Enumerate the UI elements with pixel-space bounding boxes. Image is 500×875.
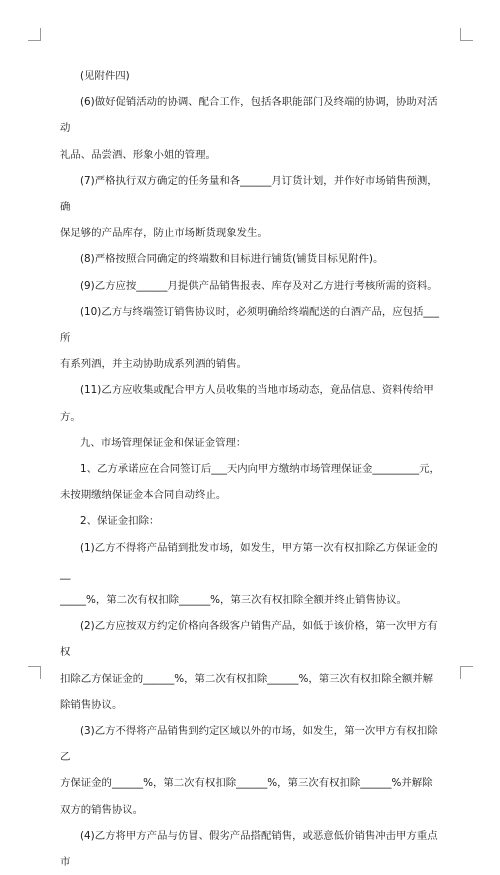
section-heading-9 xyxy=(60,430,446,456)
text-line: (2)乙方应按双方约定价格向各级客户销售产品，如低于该价格，第一次甲方有权 xyxy=(60,620,438,659)
paragraph-attachment-ref xyxy=(60,63,446,89)
paragraph-clause-6 xyxy=(60,89,446,168)
text-line: (6)做好促销活动的协调、配合工作，包括各职能部门及终端的协调，协助对活动 xyxy=(60,96,438,135)
text-line: 方保证金的______%，第二次有权扣除______%，第三次有权扣除______%并解除 xyxy=(60,777,433,790)
text-line: 双方的销售协议。 xyxy=(60,803,144,816)
paragraph-deduction-1 xyxy=(60,535,446,614)
paragraph-clause-7 xyxy=(60,168,446,247)
paragraph-clause-8 xyxy=(60,246,446,272)
crop-mark-bottom-left xyxy=(28,666,41,679)
document-body xyxy=(60,63,446,875)
text-line: 礼品、品尝酒、形象小姐的管理。 xyxy=(60,148,216,161)
text-line: (3)乙方不得将产品销售到约定区域以外的市场，如发生，第一次甲方有权扣除乙 xyxy=(60,725,438,764)
crop-mark-top-left xyxy=(28,28,41,41)
crop-mark-bottom-right xyxy=(460,666,473,679)
section-heading: 九、市场管理保证金和保证金管理： xyxy=(80,436,247,449)
text-line: (1)乙方不得将产品销到批发市场，如发生，甲方第一次有权扣除乙方保证金的__ xyxy=(60,541,438,580)
text-line: (4)乙方将甲方产品与仿冒、假劣产品搭配销售，或恶意低价销售冲击甲方重点市 xyxy=(60,829,438,869)
text-line: 有系列酒，并主动协助成系列酒的销售。 xyxy=(60,358,248,371)
paragraph-deposit-2 xyxy=(60,508,446,534)
text-line: (8)严格按照合同确定的终端数和目标进行铺货(铺货目标见附件)。 xyxy=(80,253,384,266)
paragraph-deduction-4 xyxy=(60,823,446,875)
text-line: (见附件四) xyxy=(80,70,130,82)
paragraph-deduction-2 xyxy=(60,613,446,718)
paragraph-deduction-3 xyxy=(60,718,446,823)
text-line: (10)乙方与终端签订销售协议时，必须明确给终端配送的白酒产品，应包括___所 xyxy=(60,305,440,345)
text-line: _____%，第二次有权扣除______%，第三次有权扣除全额并终止销售协议。 xyxy=(60,594,408,607)
text-line: (7)严格执行双方确定的任务量和各______月订货计划，并作好市场销售预测，确 xyxy=(60,174,438,214)
text-line: 未按期缴纳保证金本合同自动终止。 xyxy=(60,489,227,502)
paragraph-clause-11 xyxy=(60,377,446,429)
text-line: 除销售协议。 xyxy=(60,698,123,711)
paragraph-clause-9 xyxy=(60,273,446,299)
paragraph-deposit-1 xyxy=(60,456,446,508)
text-line: 2、保证金扣除： xyxy=(80,515,160,528)
crop-mark-top-right xyxy=(460,28,473,41)
text-line: 1、乙方承诺应在合同签订后___天内向甲方缴纳市场管理保证金_________元， xyxy=(80,463,440,476)
text-line: (9)乙方应按______月提供产品销售报表、库存及对乙方进行考核所需的资料。 xyxy=(80,279,438,292)
text-line: 保足够的产品库存，防止市场断货现象发生。 xyxy=(60,227,268,240)
paragraph-clause-10 xyxy=(60,299,446,378)
text-line: 扣除乙方保证金的______%，第二次有权扣除______%，第三次有权扣除全额并解 xyxy=(60,672,434,685)
text-line: (11)乙方应收集或配合甲方人员收集的当地市场动态，竟品信息、资料传给甲方。 xyxy=(60,384,434,423)
